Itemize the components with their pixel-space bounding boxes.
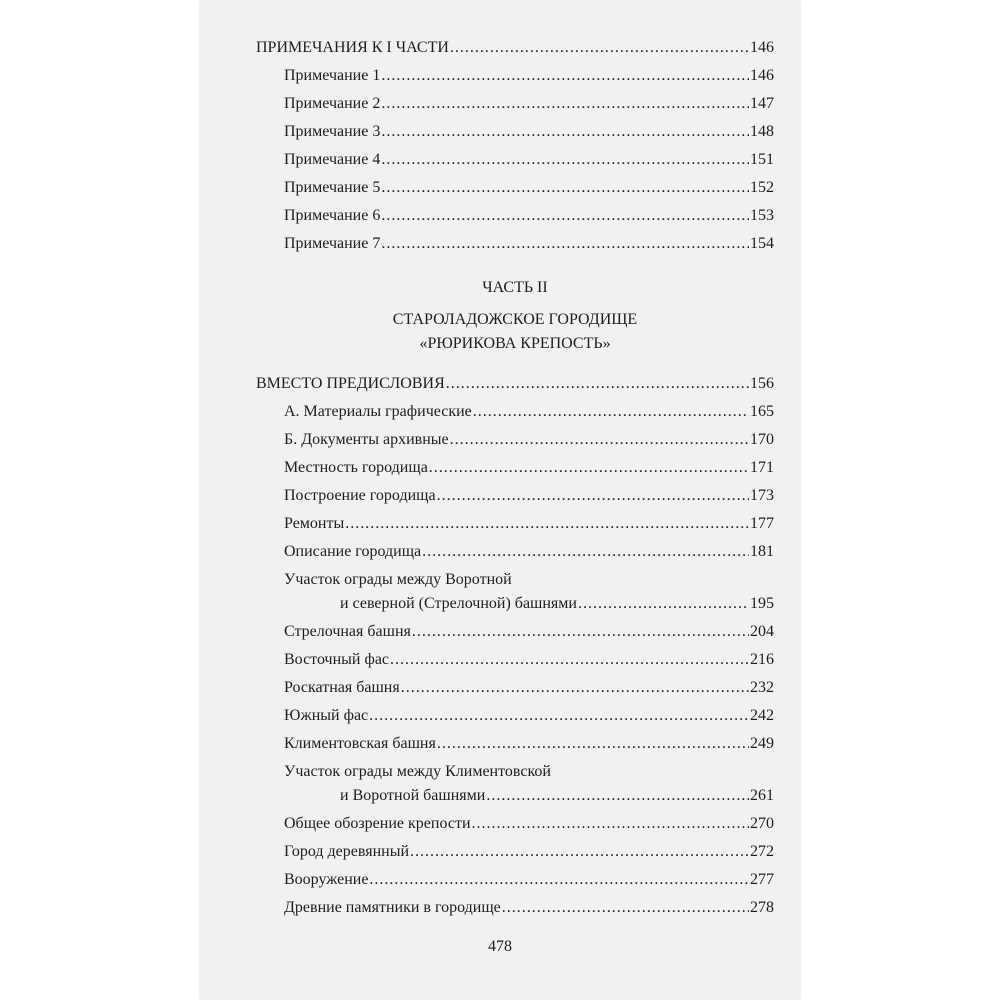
toc-entry-page: 151 xyxy=(750,151,774,168)
toc-entry xyxy=(256,430,774,450)
leader-dots xyxy=(381,178,749,198)
toc-entry-page: 147 xyxy=(750,95,774,112)
toc-entry-page: 170 xyxy=(750,431,774,448)
toc-entry-label: Стрелочная башня xyxy=(284,623,411,640)
toc-entry xyxy=(256,706,774,726)
part-title-line2: «РЮРИКОВА КРЕПОСТЬ» xyxy=(419,335,611,352)
toc-entry-label: Ремонты xyxy=(284,515,345,532)
toc-entry-label: Описание городища xyxy=(284,543,422,560)
toc-entry-page: 249 xyxy=(750,735,774,752)
toc-entry-page: 270 xyxy=(750,815,774,832)
leader-dots xyxy=(381,150,749,170)
toc-entry xyxy=(256,122,774,142)
leader-dots xyxy=(486,786,749,806)
leader-dots xyxy=(401,678,749,698)
toc-entry-label: Примечание 4 xyxy=(284,151,381,168)
toc-entry xyxy=(256,458,774,478)
toc-entry-page: 146 xyxy=(750,39,774,56)
leader-dots xyxy=(412,622,749,642)
leader-dots xyxy=(381,206,749,226)
toc-entry-page: 153 xyxy=(750,207,774,224)
book-page xyxy=(200,0,800,1000)
toc-entry-page: 146 xyxy=(750,67,774,84)
toc-entry-label: ВМЕСТО ПРЕДИСЛОВИЯ xyxy=(256,375,445,392)
toc-entry-label: и Воротной башнями xyxy=(340,787,486,804)
toc-entry-label: ПРИМЕЧАНИЯ К I ЧАСТИ xyxy=(256,39,449,56)
leader-dots xyxy=(345,514,749,534)
toc-entry xyxy=(256,898,774,918)
toc-entry xyxy=(256,650,774,670)
toc-entry-label: Восточный фас xyxy=(284,651,390,668)
toc-entry-label: А. Материалы графические xyxy=(284,403,472,420)
toc-entry-label: Построение городища xyxy=(284,487,436,504)
toc-entry xyxy=(256,94,774,114)
toc-entry-label: Вооружение xyxy=(284,871,369,888)
leader-dots xyxy=(437,734,749,754)
toc-entry-page: 261 xyxy=(750,787,774,804)
leader-dots xyxy=(472,814,750,834)
leader-dots xyxy=(369,706,749,726)
leader-dots xyxy=(410,842,749,862)
toc-entry-label: Местность городища xyxy=(284,459,428,476)
part-title-line1: СТАРОЛАДОЖСКОЕ ГОРОДИЩЕ xyxy=(392,311,638,328)
leader-dots xyxy=(578,594,749,614)
toc-entry xyxy=(256,842,774,862)
toc-entry xyxy=(256,514,774,534)
toc-entry xyxy=(256,622,774,642)
leader-dots xyxy=(381,66,749,86)
page-number: 478 xyxy=(488,938,512,955)
toc-entry xyxy=(256,870,774,890)
toc-entry xyxy=(256,594,774,614)
toc-entry-page: 173 xyxy=(750,487,774,504)
toc-entry-notes-part1 xyxy=(256,38,774,58)
toc-entry-label: и северной (Стрелочной) башнями xyxy=(340,595,577,612)
toc-entry-label: Южный фас xyxy=(284,707,369,724)
toc-entry-page: 232 xyxy=(750,679,774,696)
leader-dots xyxy=(450,38,749,58)
toc-entry-page: 165 xyxy=(750,403,774,420)
toc-entry-label: Древние памятники в городище xyxy=(284,899,501,916)
toc-entry-page: 277 xyxy=(750,871,774,888)
toc-entry-page: 154 xyxy=(750,235,774,252)
toc-entry-label: Примечание 7 xyxy=(284,235,381,252)
table-of-contents xyxy=(256,38,774,918)
toc-entry xyxy=(256,178,774,198)
toc-entry xyxy=(256,150,774,170)
toc-entry xyxy=(256,486,774,506)
leader-dots xyxy=(437,486,749,506)
toc-entry-page: 216 xyxy=(750,651,774,668)
leader-dots xyxy=(450,430,749,450)
part-label: ЧАСТЬ II xyxy=(482,279,548,296)
toc-entry xyxy=(256,234,774,254)
toc-entry xyxy=(256,786,774,806)
toc-entry xyxy=(256,678,774,698)
leader-dots xyxy=(369,870,749,890)
toc-entry-page: 195 xyxy=(750,595,774,612)
toc-entry-label: Примечание 2 xyxy=(284,95,381,112)
toc-entry-wrapped-line: Участок ограды между Воротной xyxy=(284,571,512,588)
toc-entry-label: Б. Документы архивные xyxy=(284,431,449,448)
toc-entry-preface xyxy=(256,374,774,394)
toc-entry-label: Климентовская башня xyxy=(284,735,436,752)
toc-entry-page: 171 xyxy=(750,459,774,476)
leader-dots xyxy=(381,94,749,114)
toc-entry-page: 181 xyxy=(750,543,774,560)
toc-entry-page: 272 xyxy=(750,843,774,860)
toc-entry-page: 278 xyxy=(750,899,774,916)
toc-entry-label: Примечание 5 xyxy=(284,179,381,196)
toc-entry-page: 152 xyxy=(750,179,774,196)
toc-entry-page: 148 xyxy=(750,123,774,140)
toc-entry-page: 242 xyxy=(750,707,774,724)
leader-dots xyxy=(429,458,749,478)
toc-entry xyxy=(256,734,774,754)
leader-dots xyxy=(446,374,749,394)
leader-dots xyxy=(502,898,749,918)
leader-dots xyxy=(390,650,749,670)
toc-entry-label: Общее обозрение крепости xyxy=(284,815,471,832)
toc-entry-label: Роскатная башня xyxy=(284,679,400,696)
toc-entry-label: Примечание 6 xyxy=(284,207,381,224)
leader-dots xyxy=(473,402,749,422)
toc-entry xyxy=(256,542,774,562)
toc-entry-page: 204 xyxy=(750,623,774,640)
toc-entry-label: Примечание 1 xyxy=(284,67,381,84)
toc-entry-page: 156 xyxy=(750,375,774,392)
toc-entry xyxy=(256,66,774,86)
leader-dots xyxy=(381,122,749,142)
toc-entry-label: Город деревянный xyxy=(284,843,410,860)
toc-entry xyxy=(256,814,774,834)
toc-entry xyxy=(256,402,774,422)
leader-dots xyxy=(381,234,749,254)
leader-dots xyxy=(422,542,749,562)
toc-entry xyxy=(256,206,774,226)
toc-entry-wrapped-line: Участок ограды между Климентовской xyxy=(284,763,551,780)
toc-entry-page: 177 xyxy=(750,515,774,532)
toc-entry-label: Примечание 3 xyxy=(284,123,381,140)
